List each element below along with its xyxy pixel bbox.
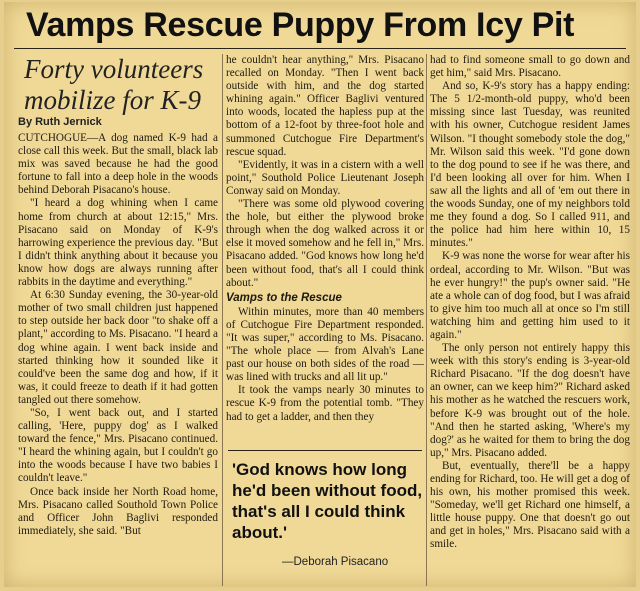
byline: By Ruth Jernick [18,116,102,128]
column-2 [226,54,424,424]
paragraph: "There was some old plywood covering the hole, but either the plywood broke through when the dog walked across it or else it moved somehow and he fell in," Mrs. Pisacano added. "God knows how long he'd been without food, that's all I could think about." [226,198,424,289]
paragraph: And so, K-9's story has a happy ending: The 5 1/2-month-old puppy, who'd been missing since last Tuesday, was reunited with his owner, Cutchogue resident James Wilson. "I thought somebody stole the dog," Mr. Wilson said this week. "I'd gone down to the dog pound to see if he was there, and I'd been looking all over for him. When I saw all the lights and all of 'em out there in the woods Sunday, one of my neighbors told me they found a dog. So I called 911, and the police had him here within 10, 15 minutes." [430,80,630,250]
subhead: Forty volunteers mobilize for K-9 [24,54,204,115]
paragraph: he couldn't hear anything," Mrs. Pisacano recalled on Monday. "Then I went back outside with him, and the dog started whining again." Officer Baglivi ventured into woods, located the hapless pup at the bottom of a 12-foot by three-foot hole and summoned Cutchogue Fire Department's rescue squad. [226,54,424,158]
paragraph: But, eventually, there'll be a happy ending for Richard, too. He will get a dog of his own, his mother promised this week. "Someday, we'll get Richard one himself, a little house puppy. One that doesn't go out and get in holes," Mrs. Pisacano said with a smile. [430,459,630,551]
section-heading: Vamps to the Rescue [226,291,342,304]
paragraph: had to find someone small to go down and get him," said Mrs. Pisacano. [430,54,630,80]
paragraph: "Evidently, it was in a cistern with a well point," Southold Police Lieutenant Joseph Conway said on Monday. [226,158,424,197]
column-3 [430,54,630,552]
pullquote-rule [228,450,422,451]
paragraph: At 6:30 Sunday evening, the 30-year-old mother of two small children just happened to step outside her back door "to shake off a plant," according to Ms. Pisacano. "I heard a dog whine again. I went back inside and started thinking how it sounded like it could've been the same dog and how, if it was, it could freeze to death if it had gotten tangled out there somehow. [18,289,218,406]
column-divider [426,54,427,586]
paragraph: K-9 was none the worse for wear after his ordeal, according to Mr. Wilson. "But was he ever hungry!" the pup's owner said. "He ate a whole can of dog food, but I was afraid to give him too much all at once so I'm still watching him and getting him used to it again." [430,250,630,341]
headline-rule [14,48,626,49]
paragraph: Within minutes, more than 40 members of Cutchogue Fire Department responded. "It was super," according to Ms. Pisacano. "The whole place — from Alvah's Lane past our house on both sides of the road — was lined with trucks and all lit up." [226,305,424,384]
paragraph: Once back inside her North Road home, Mrs. Pisacano called Southold Town Police and Officer John Baglivi responded immediately, she said. "But [18,485,218,537]
paragraph: It took the vamps nearly 30 minutes to rescue K-9 from the potential tomb. "They had to get a ladder, and then they [226,384,424,423]
paragraph: "I heard a dog whining when I came home from church at about 12:15," Mrs. Pisacano said on Monday of K-9's harrowing experience the previous day. "But I didn't think anything about it because you know how dogs are always running after rabbits in the daytime and everything." [18,197,218,289]
column-1 [18,132,218,538]
pullquote: 'God knows how long he'd been without food, that's all I could think about.' [232,460,423,542]
paragraph: The only person not entirely happy this week with this story's ending is 3-year-old Richard Pisacano. "If the dog doesn't have an owner, can we keep him?" Richard asked his mother as he watched the rescuers work, before K-9 was brought out of the hole. "And then he started asking, 'Where's my dog?' as he waited for them to bring the dog up," Mrs. Pisacano added. [430,342,630,459]
column-divider [222,54,223,586]
paragraph: "So, I went back out, and I started calling, 'Here, puppy dog' as I walked toward the fence," Mrs. Pisacano continued. "I heard the whining again, but I couldn't go into the woods because I have two babies I couldn't leave." [18,406,218,485]
pullquote-attribution: —Deborah Pisacano [282,556,389,568]
paragraph: CUTCHOGUE—A dog named K-9 had a close call this week. But the small, black lab mix was saved because he had the good fortune to fall into a deep hole in the woods behind Deborah Pisacano's house. [18,132,218,197]
headline: Vamps Rescue Puppy From Icy Pit [26,6,575,44]
